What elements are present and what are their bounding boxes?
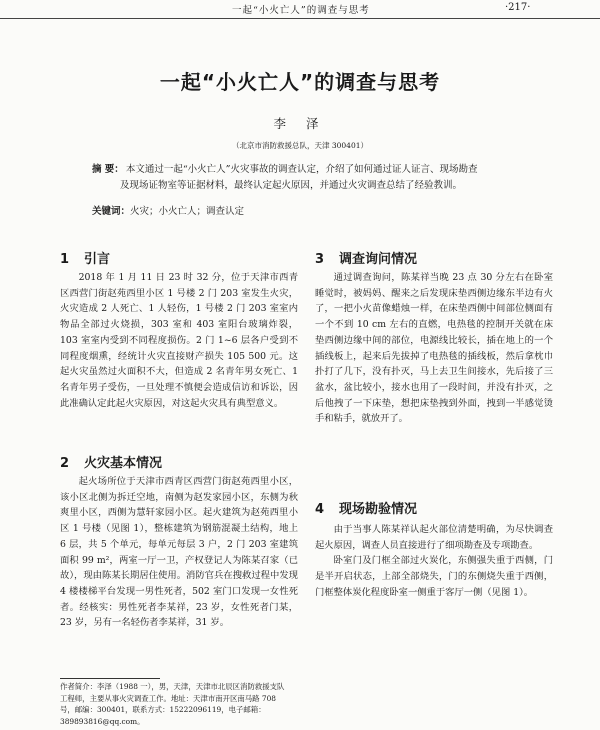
keywords-label: 关键词： bbox=[92, 206, 131, 217]
article-title: 一起“小火亡人”的调查与思考 bbox=[159, 70, 441, 94]
keywords bbox=[92, 203, 244, 217]
section-body-4 bbox=[315, 522, 553, 601]
author-footnote: 作者简介：李泽（1988 一），男，天津，天津市北辰区消防救援支队工程师，主要从事火灾调查工作。地址：天津市南开区南马路 708 号，邮编：300401，联系方式：15222096119，电子邮箱：389893816@qq.com。 bbox=[60, 682, 285, 726]
section-body-3 bbox=[315, 270, 553, 427]
section-number-2: 2 bbox=[60, 456, 70, 471]
section-body-2 bbox=[60, 474, 298, 631]
paragraph: 卧室门及门框全部过火炭化，东侧强失重于西侧，门是半开启状态，上部全部烧失，门的东侧烧失重于西侧，门框整体炭化程度卧室一侧重于客厅一侧（见图 1）。 bbox=[315, 555, 553, 598]
running-header bbox=[0, 0, 600, 19]
abstract bbox=[92, 162, 532, 194]
section-heading-2 bbox=[60, 452, 162, 471]
section-title-2: 火灾基本情况 bbox=[84, 456, 163, 471]
section-title-3: 调查询问情况 bbox=[339, 252, 418, 267]
section-number-1: 1 bbox=[60, 252, 70, 267]
abstract-text-2: 及现场证物室等证据材料，最终认定起火原因，并通过火灾调查总结了经验教训。 bbox=[120, 180, 463, 191]
section-body-1 bbox=[60, 270, 298, 411]
paragraph: 由于当事人陈某祥认起火部位清楚明确，为尽快调查起火原因，调查人员直接进行了细项勘查及专项勘查。 bbox=[315, 524, 553, 551]
affiliation: （北京市消防救援总队，天津 300401） bbox=[231, 141, 368, 150]
section-heading-4 bbox=[315, 498, 417, 517]
footnote-rule bbox=[60, 678, 160, 679]
paragraph: 通过调查询问，陈某祥当晚 23 点 30 分左右在卧室睡觉时，被妈妈、醒来之后发现床垫西侧边缘东半边有火了，一把小火苗像蜡烛一样，在床垫西侧中间部位侧面有一个不到 10 cm 左右的直燃，电热毯的控制开关就在床垫西侧边缘中间的部位，电源线比较长，插在地上的一个插线板上，起来后先拔掉了电热毯的插线板，然后拿枕巾扑打了几下，没有扑灭，马上去卫生间接水，先后接了三盆水，盆比较小，接水也用了一段时间，并没有扑灭，之后他拽了一下床垫，想把床垫拽到外面，拽到一半感觉烫手和粘手，就放开了。 bbox=[315, 272, 553, 425]
abstract-text-1: 本文通过一起“小火亡人”火灾事故的调查认定，介绍了如何通过证人证言、现场勘查 bbox=[125, 164, 478, 175]
section-number-3: 3 bbox=[315, 252, 325, 267]
paragraph: 2018 年 1 月 11 日 23 时 32 分，位于天津市西青区西营门街赵苑西里小区 1 号楼 2 门 203 室发生火灾，火灾造成 2 人死亡、1 人轻伤，1 号楼 2 门 203 室室内物品全部过火烧损，303 室和 403 室阳台玻璃炸裂，103 室室内受到不同程度损伤。2 门 1~6 层各户受到不同程度烟熏，经统计火灾直接财产损失 105 500 元。这起火灾虽然过火面积不大，但造成 2 名青年男女死亡、1 名青年男子受伤，一旦处理不慎便会造成信访和诉讼，因此准确认定此起火灾原因，对这起火灾具有典型意义。 bbox=[60, 272, 298, 409]
abstract-label: 摘 要： bbox=[92, 164, 124, 175]
section-title-4: 现场勘验情况 bbox=[339, 502, 418, 517]
page-number: ·217· bbox=[505, 2, 531, 13]
keywords-text: 火灾；小火亡人；调查认定 bbox=[130, 206, 245, 217]
section-heading-1 bbox=[60, 248, 110, 267]
running-title: 一起“小火亡人”的调查与思考 bbox=[232, 5, 370, 16]
section-number-4: 4 bbox=[315, 502, 325, 517]
section-title-1: 引言 bbox=[84, 252, 111, 267]
section-heading-3 bbox=[315, 248, 417, 267]
author: 李 泽 bbox=[273, 116, 327, 131]
paragraph: 起火场所位于天津市西青区西营门街赵苑西里小区，该小区北侧为拆迁空地，南侧为赵发家园小区，东侧为秋爽里小区，西侧为慧轩家园小区。起火建筑为赵苑西里小区 1 号楼（见图 1），整栋建筑为钢筋混凝土结构，地上 6 层，共 5 个单元，每单元每层 3 户，2 门 203 室建筑面积 99 m²，两室一厅一卫，产权登记人为陈某召家（已故），现由陈某长期居住使用。消防官兵在搜救过程中发现 4 楼楼梯平台发现一男性死者，502 室门口发现一女性死者。经核实：男性死者李某祥，23 岁，女性死者门某，23 岁，另有一名轻伤者李某祥，31 岁。 bbox=[60, 476, 298, 629]
